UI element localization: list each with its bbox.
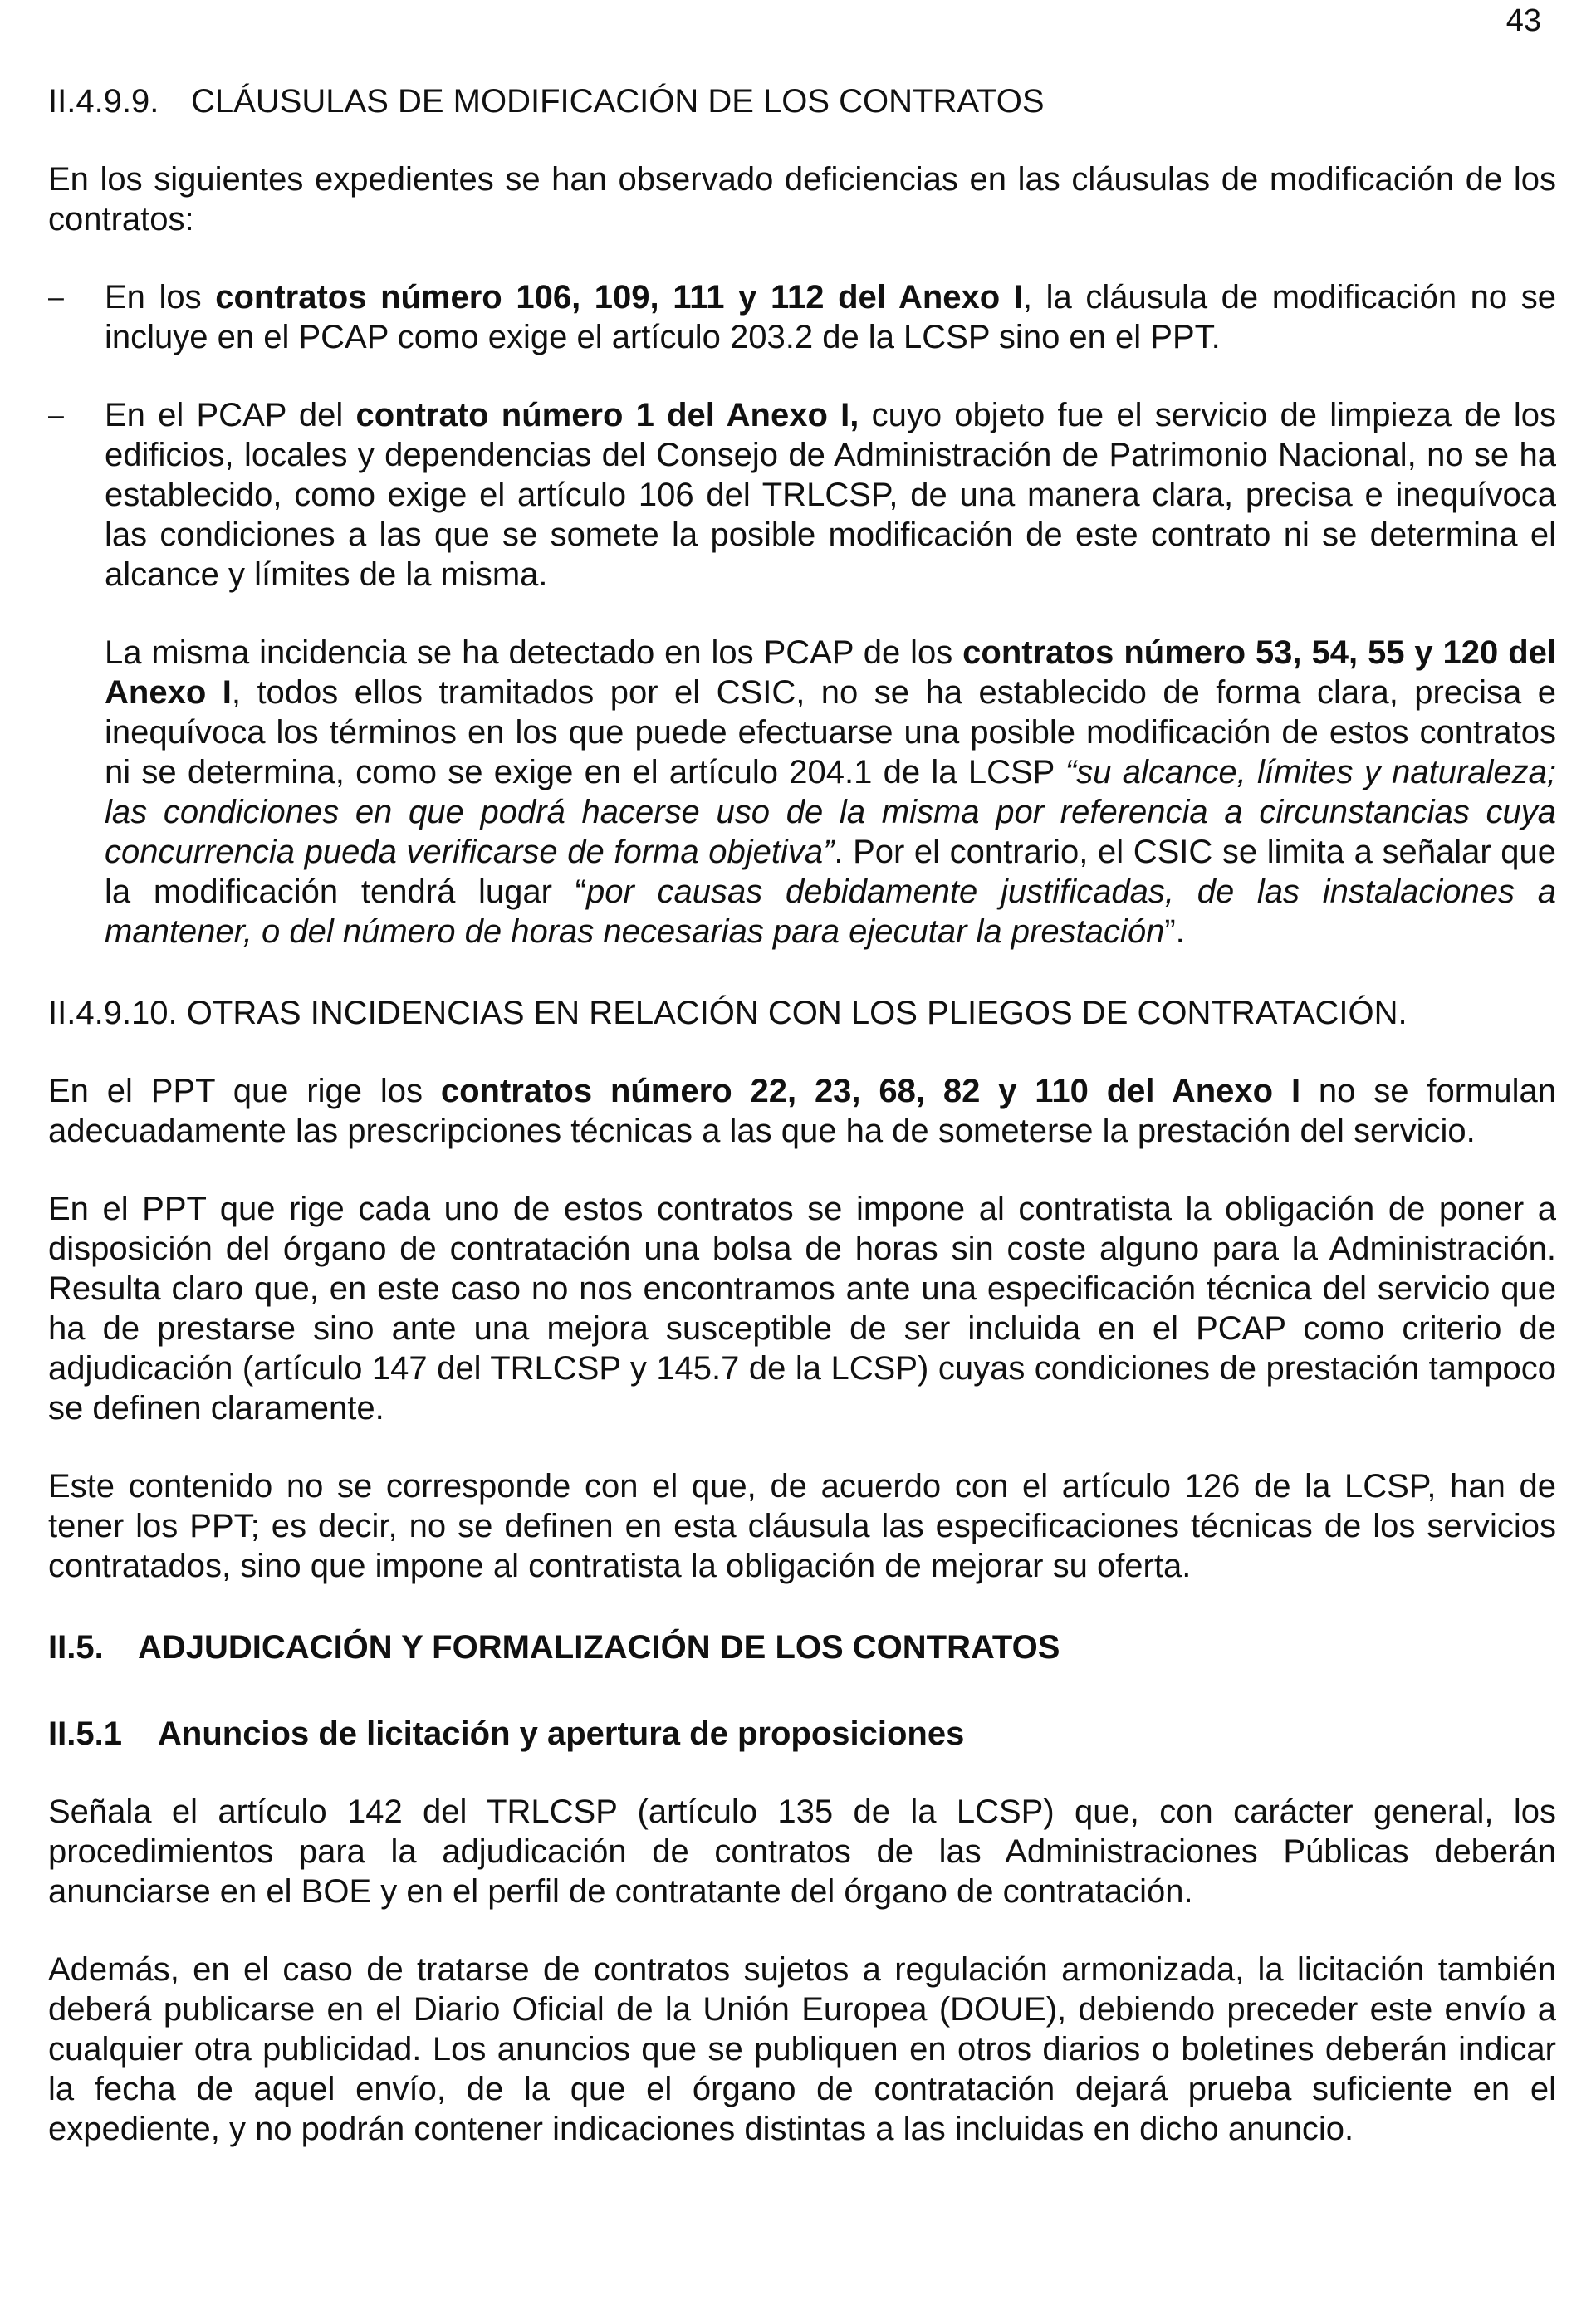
page-number: 43 bbox=[1505, 3, 1541, 38]
text-run: ”. bbox=[1164, 913, 1185, 950]
dash-bullet-icon: – bbox=[48, 281, 64, 313]
bold-run: contrato número 1 del Anexo I, bbox=[355, 397, 859, 433]
section-heading-ii-5 bbox=[48, 1627, 1556, 1667]
italic-run: “su alcance, límites y naturaleza; las condiciones en que podrá hacerse uso de la misma por referencia a circunstancias cuya concurrencia pueda verificarse de forma objetiva” bbox=[105, 754, 1557, 870]
text-run: , todos ellos tramitados por el CSIC, no se ha establecido de forma clara, precisa e inequívoca los términos en los que puede efectuarse una posible modificación de estos contratos ni se determina, como se exige en el artículo 204.1 de la LCSP bbox=[105, 674, 1556, 790]
text-run: En los bbox=[105, 279, 216, 316]
document-body bbox=[48, 81, 1556, 2149]
section-heading-ii-4-9-10 bbox=[48, 993, 1556, 1033]
paragraph-indented bbox=[48, 633, 1556, 952]
paragraph: En el PPT que rige cada uno de estos contratos se impone al contratista la obligación de poner a disposición del órgano de contratación una bolsa de horas sin coste alguno para la Administración. Resulta claro que, en este caso no nos encontramos ante una especificación técnica del servicio que ha de prestarse sino ante una mejora susceptible de ser incluida en el PCAP como criterio de adjudicación (artículo 147 del TRLCSP y 145.7 de la LCSP) cuyas condiciones de prestación tampoco se definen claramente. bbox=[48, 1191, 1556, 1427]
paragraph: Señala el artículo 142 del TRLCSP (artículo 135 de la LCSP) que, con carácter general, los procedimientos para la adjudicación de contratos de las Administraciones Públicas deberán anunciarse en el BOE y en el perfil de contratante del órgano de contratación. bbox=[48, 1794, 1556, 1910]
paragraph: Este contenido no se corresponde con el que, de acuerdo con el artículo 126 de la LCSP, han de tener los PPT; es decir, no se definen en esta cláusula las especificaciones técnicas de los servicios contratados, sino que impone al contratista la obligación de mejorar su oferta. bbox=[48, 1468, 1556, 1584]
text-run: En el PPT que rige los bbox=[48, 1073, 441, 1109]
bullet-item bbox=[48, 277, 1556, 357]
section-title: ADJUDICACIÓN Y FORMALIZACIÓN DE LOS CONTRATOS bbox=[138, 1629, 1060, 1666]
text-run: . Por el contrario, el CSIC se limita a señalar que la modificación tendrá lugar “ bbox=[105, 834, 1556, 910]
text-run: , la cláusula de modificación no se incluye en el PCAP como exige el artículo 203.2 de la LCSP sino en el PPT. bbox=[105, 279, 1556, 355]
text-run: En el PCAP del bbox=[105, 397, 356, 433]
text-run: La misma incidencia se ha detectado en los PCAP de los bbox=[105, 634, 963, 671]
section-number: II.5. bbox=[48, 1629, 104, 1666]
paragraph bbox=[48, 1071, 1556, 1151]
text-run: cuyo objeto fue el servicio de limpieza de los edificios, locales y dependencias del Consejo de Administración de Patrimonio Nacional, no se ha establecido, como exige el artículo 106 del TRLCSP, de una manera clara, precisa e inequívoca las condiciones a las que se somete la posible modificación de este contrato ni se determina el alcance y límites de la misma. bbox=[105, 397, 1556, 593]
section-title: OTRAS INCIDENCIAS EN RELACIÓN CON LOS PLIEGOS DE CONTRATACIÓN. bbox=[186, 995, 1408, 1031]
dash-bullet-icon: – bbox=[48, 399, 64, 431]
section-heading-ii-4-9-9 bbox=[48, 81, 1556, 121]
paragraph: Además, en el caso de tratarse de contratos sujetos a regulación armonizada, la licitación también deberá publicarse en el Diario Oficial de la Unión Europea (DOUE), debiendo preceder este envío a cualquier otra publicidad. Los anuncios que se publiquen en otros diarios o boletines deberán indicar la fecha de aquel envío, de la que el órgano de contratación dejará prueba suficiente en el expediente, y no podrán contener indicaciones distintas a las incluidas en dicho anuncio. bbox=[48, 1951, 1556, 2147]
bold-run: contratos número 53, 54, 55 y 120 del Anexo I bbox=[105, 634, 1557, 711]
section-number: II.4.9.9. bbox=[48, 83, 159, 120]
section-title: CLÁUSULAS DE MODIFICACIÓN DE LOS CONTRATOS bbox=[191, 83, 1045, 120]
section-heading-ii-5-1 bbox=[48, 1714, 1556, 1754]
bullet-item bbox=[48, 395, 1556, 595]
section-title: Anuncios de licitación y apertura de proposiciones bbox=[158, 1715, 965, 1752]
paragraph-intro: En los siguientes expedientes se han observado deficiencias en las cláusulas de modificación de los contratos: bbox=[48, 161, 1556, 237]
section-number: II.5.1 bbox=[48, 1715, 122, 1752]
italic-run: por causas debidamente justificadas, de las instalaciones a mantener, o del número de horas necesarias para ejecutar la prestación bbox=[105, 874, 1556, 950]
text-run: no se formulan adecuadamente las prescripciones técnicas a las que ha de someterse la prestación del servicio. bbox=[48, 1073, 1557, 1149]
bold-run: contratos número 106, 109, 111 y 112 del Anexo I bbox=[215, 279, 1023, 316]
bold-run: contratos número 22, 23, 68, 82 y 110 del Anexo I bbox=[440, 1073, 1301, 1109]
section-number: II.4.9.10. bbox=[48, 995, 178, 1031]
